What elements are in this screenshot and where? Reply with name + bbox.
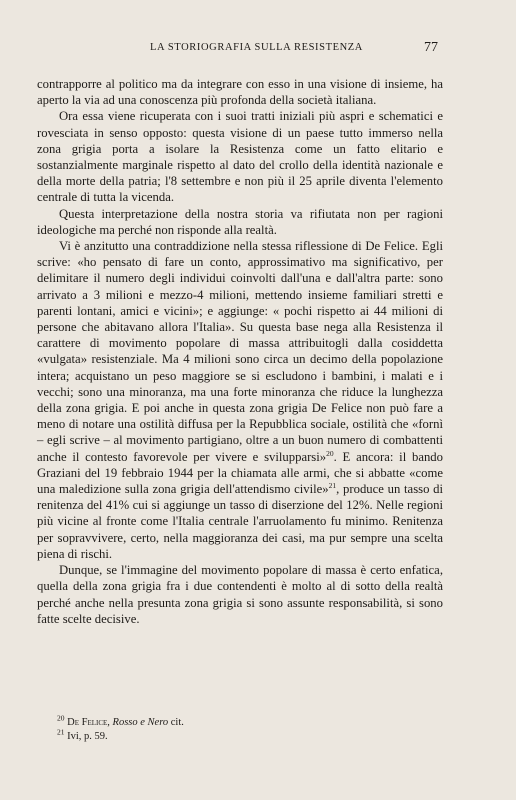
- footnotes: [57, 713, 437, 744]
- footnote-ref-20: 20: [326, 448, 334, 458]
- page-number: 77: [424, 40, 438, 55]
- paragraph-1: contrapporre al politico ma da integrare con esso in una visione di insieme, ha aperto la via ad una conoscenza più profonda della società italiana.: [37, 77, 443, 108]
- footnote-author: De Felice,: [67, 717, 110, 728]
- body-text: [37, 76, 443, 627]
- footnote-ref-21: 21: [328, 480, 337, 490]
- paragraph-5: Dunque, se l'immagine del movimento popolare di massa è certo enfatica, quella della zona grigia fra i due contendenti è molto al di sotto della realtà perché anche nella presunta zona grigia si sono assunte responsabilità, si sono fatte scelte decisive.: [37, 563, 443, 626]
- footnote-rest: cit.: [168, 717, 184, 728]
- footnote-text: Ivi, p. 59.: [67, 731, 108, 742]
- footnote-title: Rosso e Nero: [112, 717, 169, 728]
- paragraph-4: [37, 238, 443, 562]
- running-title: LA STORIOGRAFIA SULLA RESISTENZA: [150, 42, 363, 53]
- footnote-number: 20: [57, 713, 65, 723]
- paragraph-4-part-b: . E ancora: il bando Graziani del 19 febbraio 1944 per la chiamata alle armi, che si abbatte «come una maledizione sulla zona grigia dell'attendismo civile»: [37, 449, 443, 497]
- paragraph-4-part-a: Vi è anzitutto una contraddizione nella stessa riflessione di De Felice. Egli scrive: «ho pensato di fare un conto, approssimativo ma significativo, per delimitare il numero degli individui coinvolti dall'una e dall'altra parte: sono arrivato a 3 milioni e mezzo-4 milioni, mettendo insieme familiari stretti e parenti lontani, amici e vicini»; e aggiunge: « pochi rispetto ai 44 milioni di persone che abitavano allora l'Italia». Su questa base nega alla Resistenza il carattere di movimento popolare di massa attribuitogli dalla cosiddetta «vulgata» resistenziale. Ma 4 milioni sono circa un decimo della popolazione intera; acquistano un peso maggiore se si escludono i bambini, i malati e i vecchi; sono una minoranza, ma una forte minoranza che riduce la lunghezza della zona grigia. E poi anche in questa zona grigia De Felice non può fare a meno di notare una ostilità diffusa per la Repubblica sociale, ostilità che «fornì – egli scrive – al movimento partigiano, oltre a un buon numero di combattenti anche il contesto favorevole per vivere e svilupparsi»: [37, 239, 443, 464]
- footnote-number: 21: [57, 727, 65, 737]
- footnote-21: [57, 727, 437, 744]
- paragraph-4-part-c: , produce un tasso di renitenza del 41% cui si aggiunge un tasso di diserzione del 12%. Nelle regioni più vicine al fronte come l'Italia centrale l'arruolamento fu minimo. Renitenza per sopravvivere, certo, nella maggioranza dei casi, ma pur sempre una scelta piena di rischi.: [37, 482, 443, 561]
- footnote-20: [57, 713, 437, 730]
- paragraph-2: Ora essa viene ricuperata con i suoi tratti iniziali più aspri e schematici e rovesciata in senso opposto: questa visione di un paese tutto immerso nella zona grigia porta a isolare la Resistenza come un fatto elitario e sostanzialmente marginale rispetto al dato del crollo della identità nazionale e della morte della patria; l'8 settembre e non più il 25 aprile diventa l'elemento centrale di tutta la vicenda.: [37, 109, 443, 205]
- paragraph-3: Questa interpretazione della nostra storia va rifiutata non per ragioni ideologiche ma perché non risponde alla realtà.: [37, 206, 443, 237]
